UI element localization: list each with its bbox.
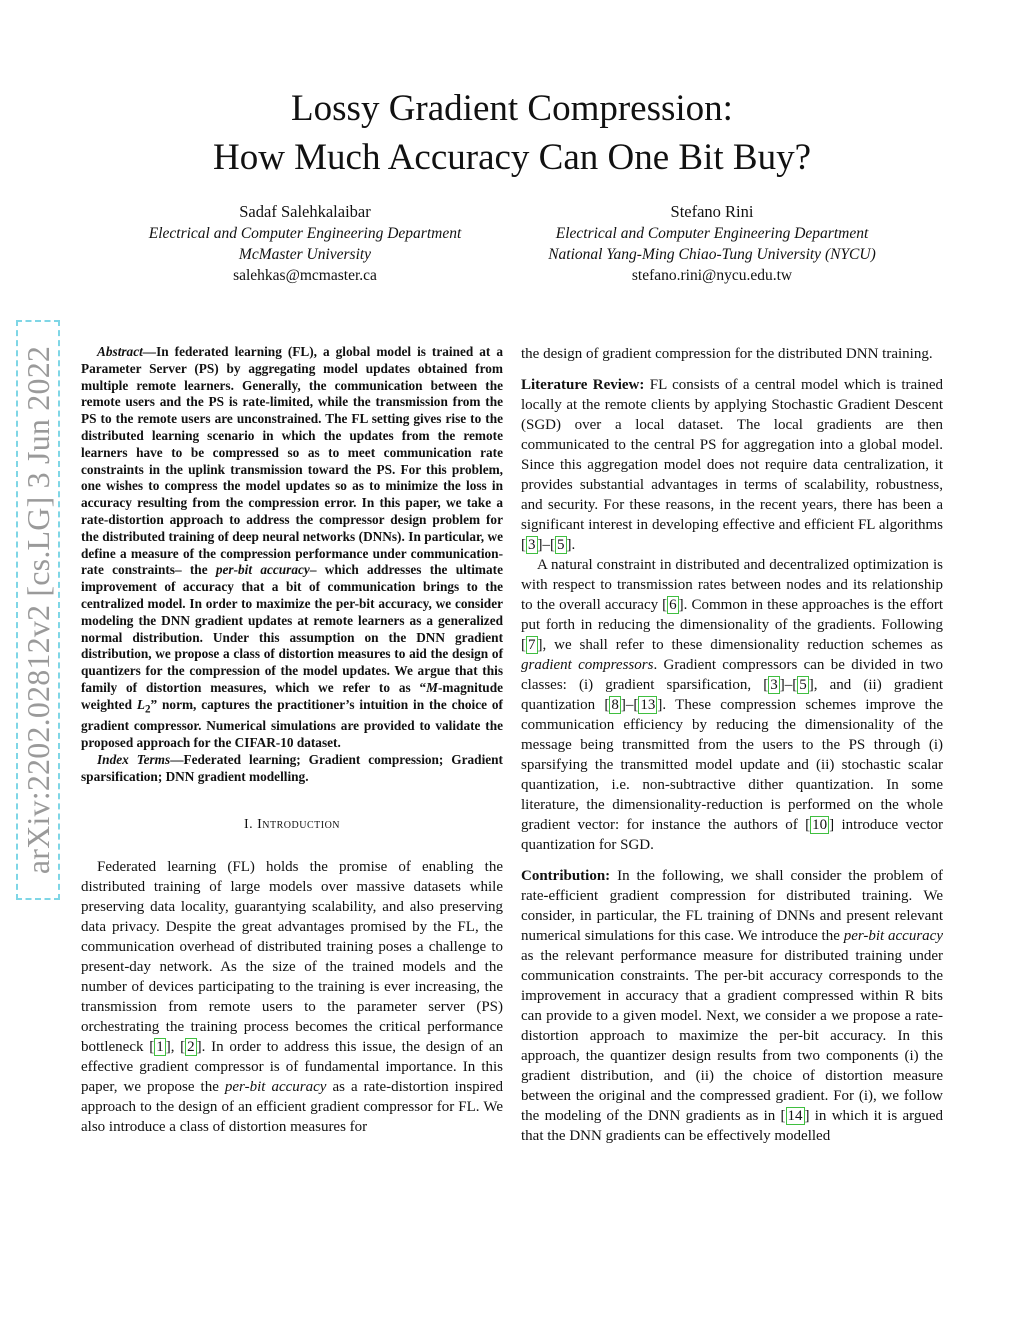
right-column: [521, 344, 943, 1146]
literature-review-paragraph: [521, 375, 943, 555]
index-terms-label: Index Terms: [97, 751, 171, 767]
citation-link[interactable]: 3: [770, 677, 778, 693]
index-terms: [81, 752, 503, 786]
citation-link[interactable]: 7: [528, 637, 536, 653]
citation-link[interactable]: 6: [669, 597, 677, 613]
author-department: Electrical and Computer Engineering Department: [555, 225, 869, 242]
title-line-2: How Much Accuracy Can One Bit Buy?: [212, 137, 812, 178]
paragraph-emphasis: gradient compressors: [521, 657, 654, 673]
paragraph-heading: Literature Review:: [521, 377, 645, 393]
abstract-text: ” norm, captures the practitioner’s intuition in the choice of gradient compressor. Numerical simulations are provided to validate the proposed approach for the CIFAR-10 dataset.: [81, 696, 503, 750]
citation-link[interactable]: 5: [799, 677, 807, 693]
citation-link[interactable]: 8: [611, 697, 619, 713]
paragraph-emphasis: per-bit accuracy: [843, 928, 943, 944]
section-number: I.: [243, 817, 258, 833]
abstract-emphasis: per-bit accuracy: [215, 562, 310, 578]
paragraph-text: ] in which it is argued that the DNN gradients can be effectively modelled: [521, 1108, 944, 1144]
title-line-1: Lossy Gradient Compression:: [291, 88, 733, 129]
index-terms-text: —Federated learning; Gradient compression; Gradient sparsification; DNN gradient modelling.: [81, 751, 503, 784]
author-block-1: [106, 201, 504, 286]
abstract-text: -magnitude weighted: [81, 679, 503, 712]
paragraph-text: ]. Common in these approaches is the effort put forth in reducing the dimensionality of the gradients. Following [: [521, 597, 944, 653]
paragraph-text: FL consists of a central model which is trained locally at the remote clients by applying Stochastic Gradient Descent (SGD) over a local dataset. The local gradients are then communicated to the central PS for aggregation into a global model. Since this aggregation model does not require data centralization, it provides substantial advantages in terms of scalability, robustness, and security. For these reasons, in the recent years, there has been a significant interest in developing effective and efficient FL algorithms [: [521, 377, 943, 553]
paragraph-text: Federated learning (FL) holds the promise of enabling the distributed training of large models over massive datasets while preserving data locality, guarantying scalability, and also preserving data privacy. Despite the great advantages promised by the FL, the communication overhead of distributed training poses a challenge to present-day network. As the size of the trained models and the number of devices participating to the training is ever increasing, the transmission from remote users to the parameter server (PS) orchestrating the training process becomes the critical performance bottleneck: [81, 859, 503, 1056]
section-title: Introduction: [257, 817, 341, 833]
paragraph-text: as the relevant performance measure for distributed training under communication constraints. The per-bit accuracy corresponds to the improvement in accuracy that a gradient compressed within R bits can provide to a given model. Next, we consider a we propose a rate-distortion approach to maximize the per-bit accuracy. In this approach, the quantizer design results from two components (i) the gradient distribution, and (ii) the choice of distortion measure between the original and the compressed gradient. For (i), we follow the modeling of the DNN gradients as in [: [521, 948, 943, 1124]
intro-paragraph: Federated learning (FL) holds the promise of enabling the distributed training of large models over massive datasets while preserving data locality, guarantying scalability, and also preserving data privacy. Despite the great advantages promised by the FL, the communication overhead of distributed training poses a challenge to present-day network. As the size of the trained models and the number of devices participating to the training is ever increasing, the transmission from remote users to the parameter server (PS) orchestrating the training process becomes the critical performance bottleneck [ 1 ], [ 2 ]. In order to address this issue, the design of an effective gradient compressor is of fundamental importance. In this paper, we propose the per-bit accuracy as a rate-distortion inspired approach to the design of an efficient gradient compressor for FL. We also introduce a class of distortion measures for: [81, 859, 503, 1136]
citation-link[interactable]: 13: [640, 697, 656, 713]
author-email: salehkas@mcmaster.ca: [233, 267, 377, 284]
math-symbol: L: [136, 696, 145, 712]
paragraph-heading: Contribution:: [521, 868, 611, 884]
gradient-compressors-paragraph: [521, 555, 943, 855]
paragraph-text: as a rate-distortion inspired approach to the design of an efficient gradient compressor for FL. We also introduce a class of distortion measures for: [81, 1079, 503, 1136]
paragraph-text: ]. These compression schemes improve the communication efficiency by reducing the dimensionality of the message being transmitted from the users to the PS through (i) sparsifying the transmitted model update and (ii) stochastic scalar quantization, i.e. non-subtractive dither quantization. In some literature, the dimensionality-reduction is performed on the whole gradient vector: for instance the authors of [: [521, 697, 944, 833]
abstract-text: – which addresses the ultimate improvement of accuracy that a bit of communication brings to the centralized model. In order to maximize the per-bit accuracy, we consider modeling the DNN gradient updates at remote learners as a generalized normal distribution. Under this assumption on the DNN gradient distribution, we propose a class of distortion measures to aid the design of quantizers for the compression of the model updates. We argue that this family of distortion measures, which we refer to as “: [81, 562, 503, 695]
citation-link[interactable]: 1: [156, 1039, 164, 1056]
left-column: [81, 344, 503, 1137]
citation-separator: ], [: [165, 1039, 186, 1056]
math-subscript: 2: [144, 703, 151, 716]
paragraph-text: ] introduce vector quantization for SGD.: [521, 817, 943, 853]
author-name: Sadaf Salehkalaibar: [239, 202, 371, 221]
citation-separator: ]–[: [779, 677, 798, 693]
author-block-2: [512, 201, 912, 286]
intro-paragraph-continued: the design of gradient compression for the distributed DNN training.: [521, 346, 933, 362]
math-symbol: M: [426, 679, 438, 695]
citation-separator: ]–[: [537, 537, 555, 553]
paragraph-text: In the following, we shall consider the problem of rate-efficient gradient compression for distributed training. We consider, in particular, the FL training of DNNs and present relevant numerical simulations for this case. We introduce the: [521, 868, 943, 944]
paragraph-emphasis: per-bit accuracy: [224, 1079, 327, 1096]
author-department: Electrical and Computer Engineering Department: [148, 225, 462, 242]
author-name: Stefano Rini: [670, 202, 754, 221]
citation-link[interactable]: 10: [812, 817, 828, 833]
paragraph-text: . Gradient compressors can be divided in two classes: (i) gradient sparsification, [: [521, 657, 943, 693]
paragraph-text: ]. In order to address this issue, the design of an effective gradient compressor is of fundamental importance. In this paper, we propose the: [81, 1039, 503, 1096]
paragraph-text: ].: [566, 537, 576, 553]
citation-link[interactable]: 2: [187, 1039, 195, 1056]
citation-link[interactable]: 3: [528, 537, 536, 553]
author-institution: National Yang-Ming Chiao-Tung University (NYCU): [548, 246, 876, 263]
citation-link[interactable]: 5: [557, 537, 565, 553]
contribution-paragraph: [521, 866, 943, 1146]
abstract: [81, 344, 503, 752]
abstract-label: Abstract—: [97, 344, 157, 359]
section-heading: [81, 817, 503, 833]
abstract-text: In federated learning (FL), a global model is trained at a Parameter Server (PS) by aggregating model updates obtained from multiple remote learners. Generally, the communication between the remote users and the PS is rate-limited, while the transmission from the PS to the remote users are unconstrained. The FL setting gives rise to the distributed learning scenario in which the updates from the remote learners have to be compressed so as to meet communication rate constraints in the uplink transmission toward the PS. For this problem, one wishes to compress the model updates so as to minimize the loss in accuracy resulting from the compression error. In this paper, we take a rate-distortion approach to address the compressor design problem for the distributed training of deep neural networks (DNNs). In particular, we define a measure of the compression performance under communication-rate constraints– the: [81, 344, 503, 578]
arxiv-stamp[interactable]: arXiv:2202.02812v2 [cs.LG] 3 Jun 2022: [16, 320, 60, 900]
author-email: stefano.rini@nycu.edu.tw: [631, 267, 793, 284]
author-institution: McMaster University: [238, 246, 372, 263]
paper-title: [0, 84, 1024, 182]
citation-separator: ]–[: [620, 697, 639, 713]
paragraph-text: A natural constraint in distributed and decentralized optimization is with respect to transmission rates between nodes and its relationship to the overall accuracy [: [521, 557, 943, 613]
paragraph-text: ], and (ii) gradient quantization [: [521, 677, 943, 713]
paragraph-text: ], we shall refer to these dimensionality reduction schemes as: [537, 637, 943, 653]
citation-link[interactable]: 14: [787, 1108, 803, 1124]
